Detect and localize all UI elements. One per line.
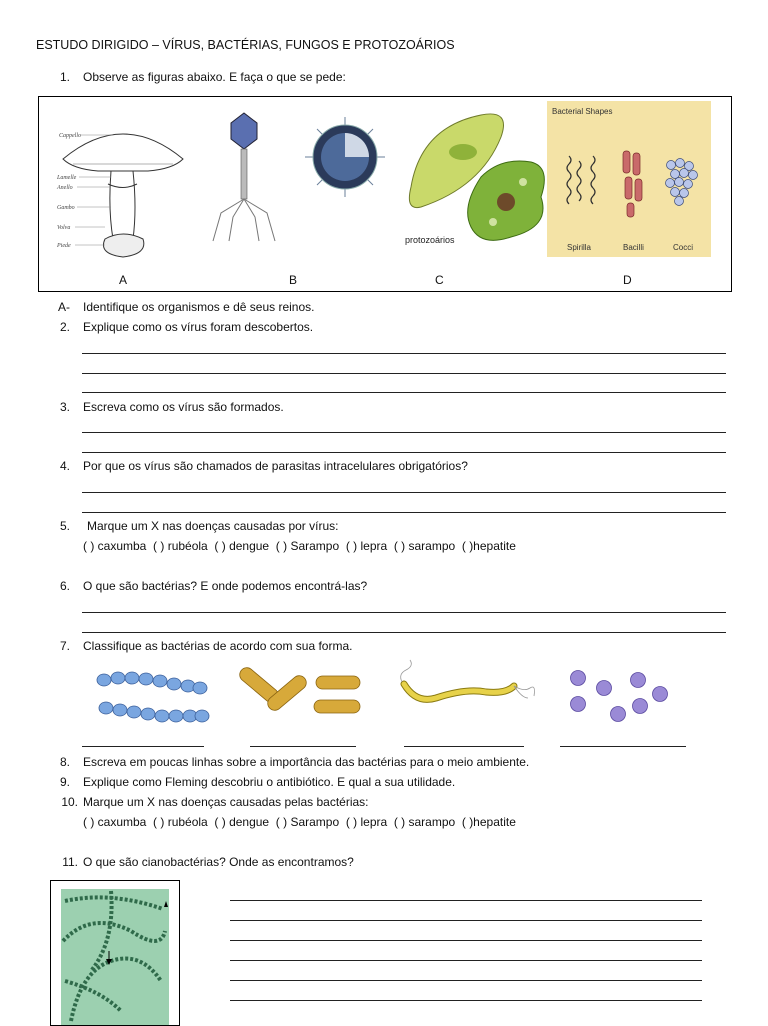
label-lamelle: Lamelle (57, 175, 77, 181)
figure-label-d: D (623, 273, 632, 287)
q2-text: Explique como os vírus foram descobertos. (83, 320, 314, 334)
q3-text: Escreva como os vírus são formados. (83, 400, 284, 414)
q9-text: Explique como Fleming descobriu o antibiótico. E qual a sua utilidade. (83, 775, 456, 789)
answer-line[interactable] (82, 632, 726, 633)
label-bacilli: Bacilli (623, 243, 644, 252)
answer-line[interactable] (82, 373, 726, 374)
label-volva: Volva (57, 225, 71, 231)
checkbox-sarampo-cap[interactable]: ( ) Sarampo (275, 815, 340, 829)
answer-line[interactable] (230, 1000, 702, 1001)
q10-text: Marque um X nas doenças causadas pelas bactérias: (83, 795, 369, 809)
checkbox-sarampo-cap[interactable]: ( ) Sarampo (275, 539, 340, 553)
q1-text: Observe as figuras abaixo. E faça o que se pede: (83, 70, 346, 84)
q6-text: O que são bactérias? E onde podemos encontrá-las? (83, 579, 368, 593)
page-title: ESTUDO DIRIGIDO – VÍRUS, BACTÉRIAS, FUNGOS E PROTOZOÁRIOS (36, 38, 455, 52)
cocci-image (566, 664, 676, 728)
bacilli-image (234, 664, 364, 728)
answer-line[interactable] (230, 920, 702, 921)
answer-line[interactable] (82, 512, 726, 513)
label-spirilla: Spirilla (567, 243, 592, 252)
checkbox-dengue[interactable]: ( ) dengue (214, 815, 270, 829)
answer-line[interactable] (230, 900, 702, 901)
answer-line[interactable] (82, 353, 726, 354)
answer-line[interactable] (230, 940, 702, 941)
answer-line[interactable] (82, 432, 726, 433)
q9-number: 9. (59, 775, 70, 789)
answer-line[interactable] (82, 492, 726, 493)
qa-text: Identifique os organismos e dê seus reinos. (83, 300, 315, 314)
spirillum-image (396, 664, 536, 728)
mushroom-figure (53, 119, 193, 279)
shape-answer-line[interactable] (250, 746, 356, 747)
figure-label-c: C (435, 273, 444, 287)
cyanobacteria-image (50, 880, 180, 1026)
q1-number: 1. (59, 70, 70, 84)
q5-text: Marque um X nas doenças causadas por vírus: (87, 519, 339, 533)
checkbox-lepra[interactable]: ( ) lepra (345, 815, 388, 829)
shape-answer-line[interactable] (404, 746, 524, 747)
q3-number: 3. (59, 400, 70, 414)
checkbox-hepatite[interactable]: ( )hepatite (461, 539, 516, 553)
q11-number: 11. (62, 855, 78, 869)
checkbox-dengue[interactable]: ( ) dengue (214, 539, 270, 553)
q5-number: 5. (59, 519, 70, 533)
label-anello: Anello (57, 185, 73, 191)
streptococci-chain-image (94, 666, 214, 730)
bacteriophage-figure (209, 113, 279, 243)
label-gambo: Gambo (57, 205, 75, 211)
checkbox-lepra[interactable]: ( ) lepra (345, 539, 388, 553)
protozoa-figure (401, 107, 551, 247)
qa-number: A- (58, 300, 70, 314)
virus-disease-checklist (83, 539, 516, 553)
q7-text: Classifique as bactérias de acordo com sua forma. (83, 639, 353, 653)
q7-number: 7. (59, 639, 70, 653)
protozoa-caption: protozoários (405, 235, 455, 245)
figure-label-b: B (289, 273, 298, 287)
bacteria-disease-checklist (83, 815, 516, 829)
figure-label-a: A (119, 273, 128, 287)
label-piede: Piede (57, 243, 71, 249)
answer-line[interactable] (82, 612, 726, 613)
q4-number: 4. (59, 459, 70, 473)
q6-number: 6. (59, 579, 70, 593)
q4-text: Por que os vírus são chamados de parasitas intracelulares obrigatórios? (83, 459, 468, 473)
shape-answer-line[interactable] (560, 746, 686, 747)
bacterial-shapes-title: Bacterial Shapes (552, 107, 613, 116)
label-cocci: Cocci (673, 243, 694, 252)
checkbox-caxumba[interactable]: ( ) caxumba (83, 539, 147, 553)
q8-number: 8. (59, 755, 70, 769)
answer-line[interactable] (230, 980, 702, 981)
bacterial-shapes-panel (547, 101, 711, 257)
figures-box (38, 96, 732, 292)
checkbox-sarampo[interactable]: ( ) sarampo (393, 539, 456, 553)
checkbox-caxumba[interactable]: ( ) caxumba (83, 815, 147, 829)
virus-particle-figure (305, 117, 385, 197)
checkbox-sarampo[interactable]: ( ) sarampo (393, 815, 456, 829)
answer-line[interactable] (82, 452, 726, 453)
q11-text: O que são cianobactérias? Onde as encontramos? (83, 855, 354, 869)
q10-number: 10. (61, 795, 78, 809)
shape-answer-line[interactable] (82, 746, 204, 747)
answer-line[interactable] (82, 392, 726, 393)
label-cappello: Cappello (59, 133, 81, 139)
bacterial-shapes-drawing (547, 101, 711, 257)
checkbox-rubeola[interactable]: ( ) rubéola (153, 539, 208, 553)
checkbox-rubeola[interactable]: ( ) rubéola (153, 815, 208, 829)
checkbox-hepatite[interactable]: ( )hepatite (461, 815, 516, 829)
answer-line[interactable] (230, 960, 702, 961)
q2-number: 2. (59, 320, 70, 334)
q8-text: Escreva em poucas linhas sobre a importância das bactérias para o meio ambiente. (83, 755, 530, 769)
